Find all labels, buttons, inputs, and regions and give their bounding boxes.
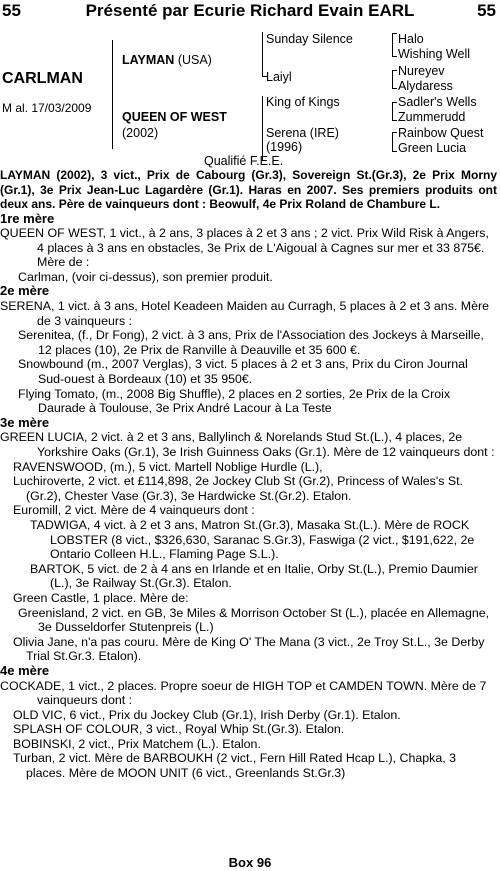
lot-number-right: 55 <box>477 1 496 20</box>
dam-sire: King of Kings <box>266 95 340 109</box>
produce-luchiroverte: Luchiroverte, 2 vict. et £114,898, 2e Jockey Club St (Gr.2), Princess of Wales's St.(Gr.2), Chester Vase (Gr.3), 3e Hardwicke St.(Gr.2). Etalon. <box>13 474 464 503</box>
produce-tadwiga: TADWIGA, 4 vict. à 2 et 3 ans, Matron St.(Gr.3), Masaka St.(L.). Mère de ROCK LOBSTER (8 vict., $326,630, Saranac S.Gr.3), Faswiga (2 vict., $191,622, 2e Ontario Colleen H.L., Flaming Page S.L.). <box>30 517 475 562</box>
sss: Halo <box>398 32 424 46</box>
pedigree-notes <box>0 168 497 781</box>
fourth-dam-heading: 4e mère <box>0 662 50 678</box>
ssd: Wishing Well <box>398 47 471 61</box>
dds: Rainbow Quest <box>398 126 484 140</box>
cockade-record: COCKADE, 1 vict., 2 places. Propre soeur de HIGH TOP et CAMDEN TOWN. Mère de 7 vainqueurs dont : <box>0 678 487 708</box>
ddd: Green Lucia <box>398 141 467 155</box>
dam-year: (2002) <box>122 126 159 140</box>
serena-record: SERENA, 1 vict. à 3 ans, Hotel Keadeen Maiden au Curragh, 5 places à 2 et 3 ans. Mère de 3 vainqueurs : <box>0 299 490 328</box>
produce-serenitea: Serenitea, (f., Dr Fong), 2 vict. à 3 ans, Prix de l'Association des Jockeys à Marseille, 12 places (10), 2e Prix de Ranville à Deauville et 35 600 €. <box>18 328 484 357</box>
produce-snowbound: Snowbound (m., 2007 Verglas), 3 vict. 5 places à 2 et 3 ans, Prix du Ciron Journal Sud-ouest à Bordeaux (10) et 35 950€. <box>18 357 468 387</box>
consignor-title: Présenté par Ecurie Richard Evain EARL <box>85 1 415 20</box>
produce-euromill: Euromill, 2 vict. Mère de 4 vainqueurs dont : <box>13 503 255 518</box>
dss: Sadler's Wells <box>398 95 477 109</box>
horse-info: M al. 17/03/2009 <box>2 101 92 115</box>
produce-turban: Turban, 2 vict. Mère de BARBOUKH (2 vict., Fern Hill Rated Hcap L.), Chapka, 3 places. Mère de MOON UNIT (6 vict., Greenlands St.Gr.3) <box>13 751 457 781</box>
produce-green-castle: Green Castle, 1 place. Mère de: <box>13 590 189 605</box>
pedigree-tree <box>0 26 500 168</box>
sire-sire: Sunday Silence <box>266 32 353 46</box>
dsd: Zummerudd <box>398 110 466 124</box>
page-header <box>0 0 500 22</box>
dam: QUEEN OF WEST <box>122 110 227 124</box>
sds: Nureyev <box>398 64 445 78</box>
green-lucia-record: GREEN LUCIA, 2 vict. à 2 et 3 ans, Ballylinch & Norelands Stud St.(L.), 4 places, 2e Yorkshire Oaks (Gr.1), 3e Irish Guinness Oaks (Gr.1). Mère de 12 vainqueurs dont : <box>0 430 495 459</box>
produce-ravenswood: RAVENSWOOD, (m.), 5 vict. Martell Noblige Hurdle (L.), <box>13 459 323 474</box>
produce-bartok: BARTOK, 5 vict. de 2 à 4 ans en Irlande et en Italie, Orby St.(L.), Premio Daumier (L.), 3e Railway St.(Gr.3). Etalon. <box>30 561 478 591</box>
sdd: Alydaress <box>398 79 453 93</box>
produce-olivia-jane: Olivia Jane, n'a pas couru. Mère de King O' The Mana (3 vict., 2e Troy St.L., 3e Derby Trial St.Gr.3. Etalon). <box>13 634 485 664</box>
lot-number-left: 55 <box>2 1 21 20</box>
sire-paragraph: LAYMAN (2002), 3 vict., Prix de Cabourg (Gr.3), Sovereign St.(Gr.3), 2e Prix Morny (Gr.1), 3e Prix Jean-Luc Lagardère (Gr.1). Haras en 2007. Ses premiers produits ont deux ans. Père de vainqueurs dont : Beowulf, 4e Prix Roland de Chambure L. <box>0 168 497 211</box>
dam-record: QUEEN OF WEST, 1 vict., à 2 ans, 3 places à 2 et 3 ans ; 2 vict. Prix Wild Risk à Angers, 4 places à 3 ans en obstacles, 3e Prix de L'Aigoual à Cagnes sur mer et 33 875€. Mère de : <box>0 226 489 270</box>
horse-name: CARLMAN <box>2 70 83 87</box>
produce-flying-tomato: Flying Tomato, (m., 2008 Big Shuffle), 2 places en 2 sorties, 2e Prix de la Croix Daurade à Toulouse, 3e Prix André Lacour à La Teste <box>18 386 451 416</box>
dam-dam: Serena (IRE) <box>266 126 339 140</box>
third-dam-heading: 3e mère <box>0 414 50 430</box>
produce-splash-of-colour: SPLASH OF COLOUR, 3 vict., Royal Whip St.(Gr.3). Etalon. <box>13 722 345 737</box>
produce-bobinski: BOBINSKI, 2 vict., Prix Matchem (L.). Etalon. <box>13 736 261 751</box>
produce-greenisland: Greenisland, 2 vict. en GB, 3e Miles & Morrison October St (L.), placée en Allemagne, 3e Dusseldorfer Stutenpreis (L.) <box>18 605 490 635</box>
sire: LAYMAN (USA) <box>122 53 212 67</box>
first-dam-heading: 1re mère <box>0 210 55 226</box>
second-dam-heading: 2e mère <box>0 283 50 299</box>
produce-carlman: Carlman, (voir ci-dessus), son premier produit. <box>18 269 273 284</box>
box-number: Box 96 <box>228 855 272 870</box>
dam-dam-year: (1996) <box>266 140 303 154</box>
produce-old-vic: OLD VIC, 6 vict., Prix du Jockey Club (Gr.1), Irish Derby (Gr.1). Etalon. <box>13 707 401 722</box>
sire-dam: Laiyl <box>266 70 292 84</box>
qualified-note: Qualifié F.E.E. <box>204 154 284 168</box>
